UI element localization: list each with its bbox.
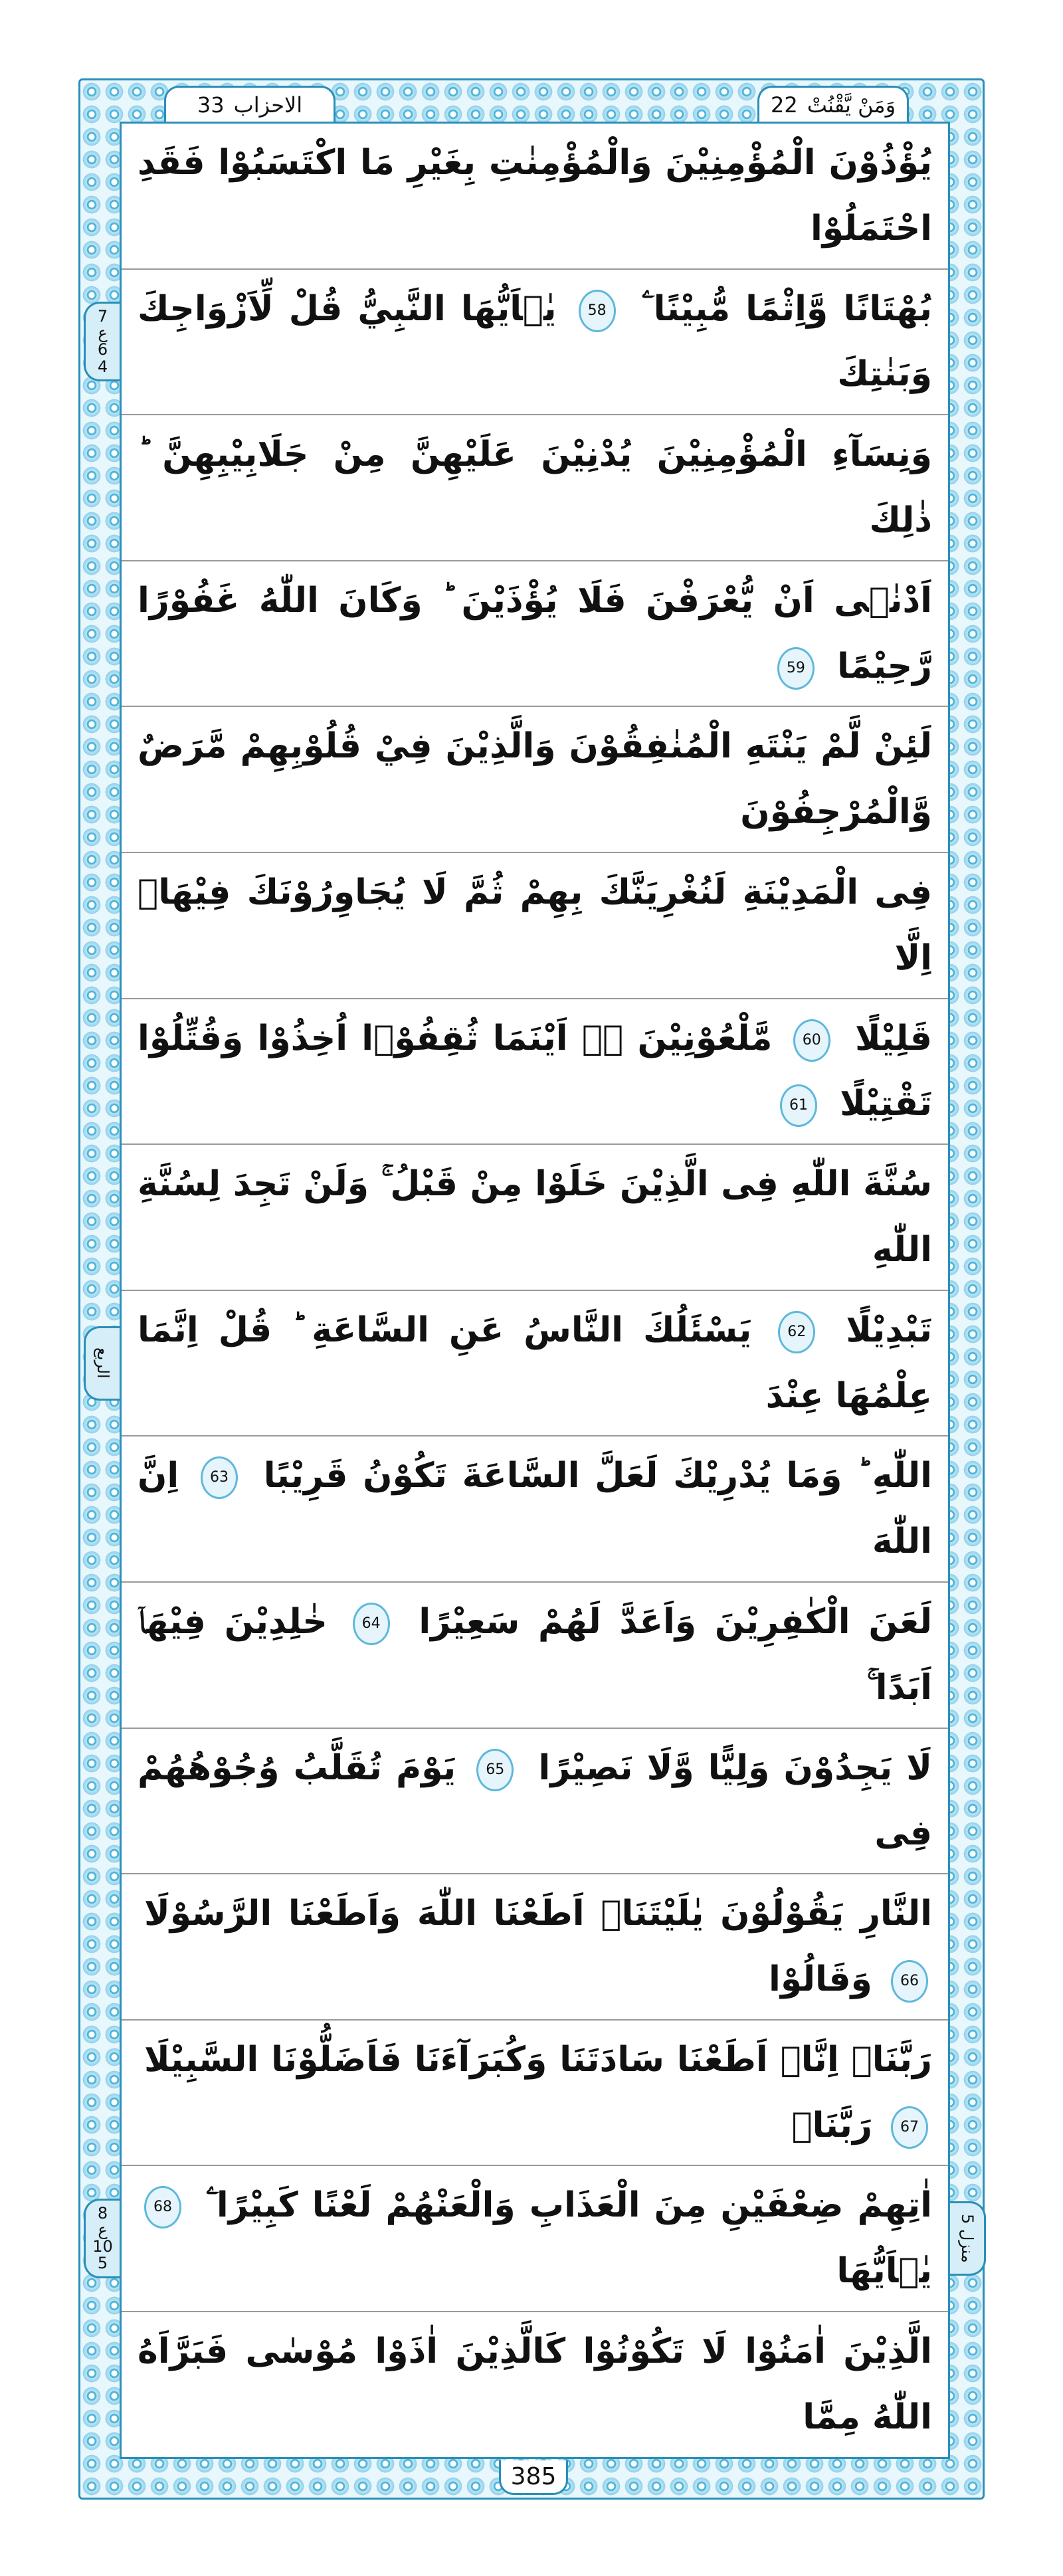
text-line — [97, 270, 948, 416]
text-line — [122, 2312, 948, 2457]
verse-text — [138, 860, 932, 991]
ruku-1-bottom: 4 — [97, 357, 108, 376]
surah-number: 33 — [197, 92, 225, 118]
text-line — [122, 999, 948, 1145]
verse-segment: خٰلِدِيْنَ فِيْهَاۤ اَبَدًا ۚ — [138, 1601, 932, 1708]
verse-segment: وَقَالُوْا — [769, 1959, 872, 1999]
text-line — [122, 1145, 948, 1291]
text-line — [122, 1874, 948, 2021]
verse-segment: سُنَّةَ اللّٰهِ فِى الَّذِيْنَ خَلَوْا مِنْ قَبْلُ ۚ وَلَنْ تَجِدَ لِسُنَّةِ اللّٰهِ — [138, 1164, 932, 1270]
ayah-number-marker: 59 — [777, 647, 815, 690]
verse-text — [138, 1006, 932, 1138]
verse-segment: يُؤْذُوْنَ الْمُؤْمِنِيْنَ وَالْمُؤْمِنٰتِ بِغَيْرِ مَا اكْتَسَبُوْا فَقَدِ احْتَمَلُوْا — [138, 143, 932, 248]
verse-segment: لَا يَجِدُوْنَ وَلِيًّا وَّلَا نَصِيْرًا — [538, 1747, 933, 1788]
verse-text — [138, 1151, 932, 1283]
ruku-2-symbol: ع — [98, 2220, 108, 2239]
text-line — [94, 1291, 948, 1437]
verse-text — [138, 714, 932, 845]
ruku-1-top: 7 — [97, 307, 108, 326]
verse-text — [138, 1589, 932, 1721]
verse-text — [138, 1735, 932, 1867]
verse-segment: لَئِنْ لَّمْ يَنْتَهِ الْمُنٰفِقُوْنَ وَالَّذِيْنَ فِيْ قُلُوْبِهِمْ مَّرَضٌ وَّالْمُرْجِفُوْنَ — [138, 726, 932, 833]
verse-text — [138, 2173, 932, 2304]
text-line — [122, 1437, 948, 1583]
rub-marker — [84, 1326, 120, 1401]
text-line — [122, 853, 948, 999]
verse-segment: الَّذِيْنَ اٰمَنُوْا لَا تَكُوْنُوْا كَالَّذِيْنَ اٰذَوْا مُوْسٰى فَبَرَّاَهُ اللّٰهُ مِمَّا — [138, 2331, 932, 2437]
verse-segment: مَّلْعُوْنِيْنَ ۛۚ اَيْنَمَا ثُقِفُوْۤا اُخِذُوْا وَقُتِّلُوْا تَقْتِيْلًا — [138, 1018, 932, 1124]
surah-header-tab — [164, 86, 336, 122]
ayah-number-marker: 60 — [793, 1019, 830, 1062]
ayah-number-marker: 64 — [353, 1603, 390, 1645]
text-line — [122, 561, 948, 708]
verse-text — [138, 2027, 932, 2159]
ornamental-border — [78, 78, 985, 2500]
ruku-2-top: 8 — [97, 2203, 108, 2223]
text-line — [122, 415, 948, 561]
verse-text — [138, 2319, 932, 2450]
para-number: 22 — [771, 92, 798, 118]
verse-text — [138, 1881, 932, 2013]
verse-segment: يَسْئَلُكَ النَّاسُ عَنِ السَّاعَةِ ؕ قُلْ اِنَّمَا عِلْمُهَا عِنْدَ — [138, 1310, 932, 1416]
verse-text — [138, 422, 932, 553]
text-line — [122, 2021, 948, 2167]
ayah-number-marker: 68 — [144, 2186, 181, 2229]
verse-segment: اِنَّ اللّٰهَ — [138, 1456, 932, 1562]
verse-segment: اَدْنٰۤى اَنْ يُّعْرَفْنَ فَلَا يُؤْذَيْنَ ؕ وَكَانَ اللّٰهُ غَفُوْرًا رَّحِيْمًا — [138, 580, 932, 686]
verse-segment: النَّارِ يَقُوْلُوْنَ يٰلَيْتَنَاۤ اَطَعْنَا اللّٰهَ وَاَطَعْنَا الرَّسُوْلَا — [144, 1894, 932, 1934]
ayah-number-marker: 63 — [201, 1456, 238, 1499]
ayah-number-marker: 62 — [778, 1311, 815, 1353]
page-number: 385 — [499, 2460, 568, 2495]
verse-segment: يٰۤاَيُّهَا النَّبِيُّ قُلْ لِّاَزْوَاجِكَ وَبَنٰتِكَ — [138, 288, 932, 395]
verse-text — [138, 568, 932, 700]
verse-text — [138, 130, 932, 262]
ruku-1-symbol: ع — [98, 324, 108, 343]
ayah-number-marker: 67 — [891, 2106, 928, 2149]
verse-text — [138, 276, 932, 408]
para-name: وَمَنْ يَّقْنُتْ — [807, 92, 896, 118]
text-line — [122, 124, 948, 270]
verse-segment: اللّٰهِ ؕ وَمَا يُدْرِيْكَ لَعَلَّ السَّاعَةَ تَكُوْنُ قَرِيْبًا — [263, 1456, 932, 1496]
text-line — [122, 1729, 948, 1875]
verse-segment: لَعَنَ الْكٰفِرِيْنَ وَاَعَدَّ لَهُمْ سَعِيْرًا — [419, 1601, 933, 1642]
ayah-number-marker: 61 — [780, 1084, 817, 1127]
rub-label: الربع — [94, 1347, 113, 1379]
ruku-marker-1 — [84, 302, 120, 381]
ayah-number-marker: 65 — [476, 1749, 514, 1791]
ruku-2-bottom: 5 — [97, 2254, 108, 2273]
ruku-2-middle: 10 — [92, 2237, 113, 2256]
verse-segment: وَنِسَآءِ الْمُؤْمِنِيْنَ يُدْنِيْنَ عَلَيْهِنَّ مِنْ جَلَابِيْبِهِنَّ ؕ ذٰلِكَ — [138, 435, 932, 540]
verse-segment: اٰتِهِمْ ضِعْفَيْنِ مِنَ الْعَذَابِ وَالْعَنْهُمْ لَعْنًا كَبِيْرًا ۧ — [206, 2185, 932, 2226]
manzil-marker — [950, 2201, 986, 2276]
ayah-number-marker: 66 — [891, 1960, 928, 2003]
verse-segment: رَبَّنَاۤ — [791, 2105, 872, 2145]
para-header-tab — [757, 86, 909, 122]
text-line — [122, 1583, 948, 1729]
text-line — [122, 707, 948, 853]
verse-segment: فِى الْمَدِيْنَةِ لَنُغْرِيَنَّكَ بِهِمْ ثُمَّ لَا يُجَاوِرُوْنَكَ فِيْهَاۤ اِلَّا — [138, 872, 932, 978]
manzil-label: منزل 5 — [958, 2214, 977, 2263]
verse-segment: تَبْدِيْلًا — [846, 1310, 933, 1350]
verse-text — [138, 1443, 932, 1575]
text-line — [92, 2166, 977, 2312]
ruku-1-middle: 6 — [97, 340, 108, 359]
verse-segment: بُهْتَانًا وَّاِثْمًا مُّبِيْنًا ۧ — [641, 288, 932, 329]
text-panel — [92, 122, 977, 2459]
verse-text — [138, 1298, 932, 1429]
ayah-number-marker: 58 — [579, 290, 616, 332]
verse-segment: قَلِيْلًا — [855, 1018, 932, 1058]
verse-segment: يَوْمَ تُقَلَّبُ وُجُوْهُهُمْ فِى — [138, 1747, 932, 1854]
verse-segment: يٰۤاَيُّهَا — [836, 2251, 932, 2292]
surah-name: الاحزاب — [233, 92, 303, 118]
ruku-marker-2 — [84, 2199, 120, 2278]
verse-segment: رَبَّنَاۤ اِنَّاۤ اَطَعْنَا سَادَتَنَا وَكُبَرَآءَنَا فَاَضَلُّوْنَا السَّبِيْلَا — [144, 2039, 932, 2080]
